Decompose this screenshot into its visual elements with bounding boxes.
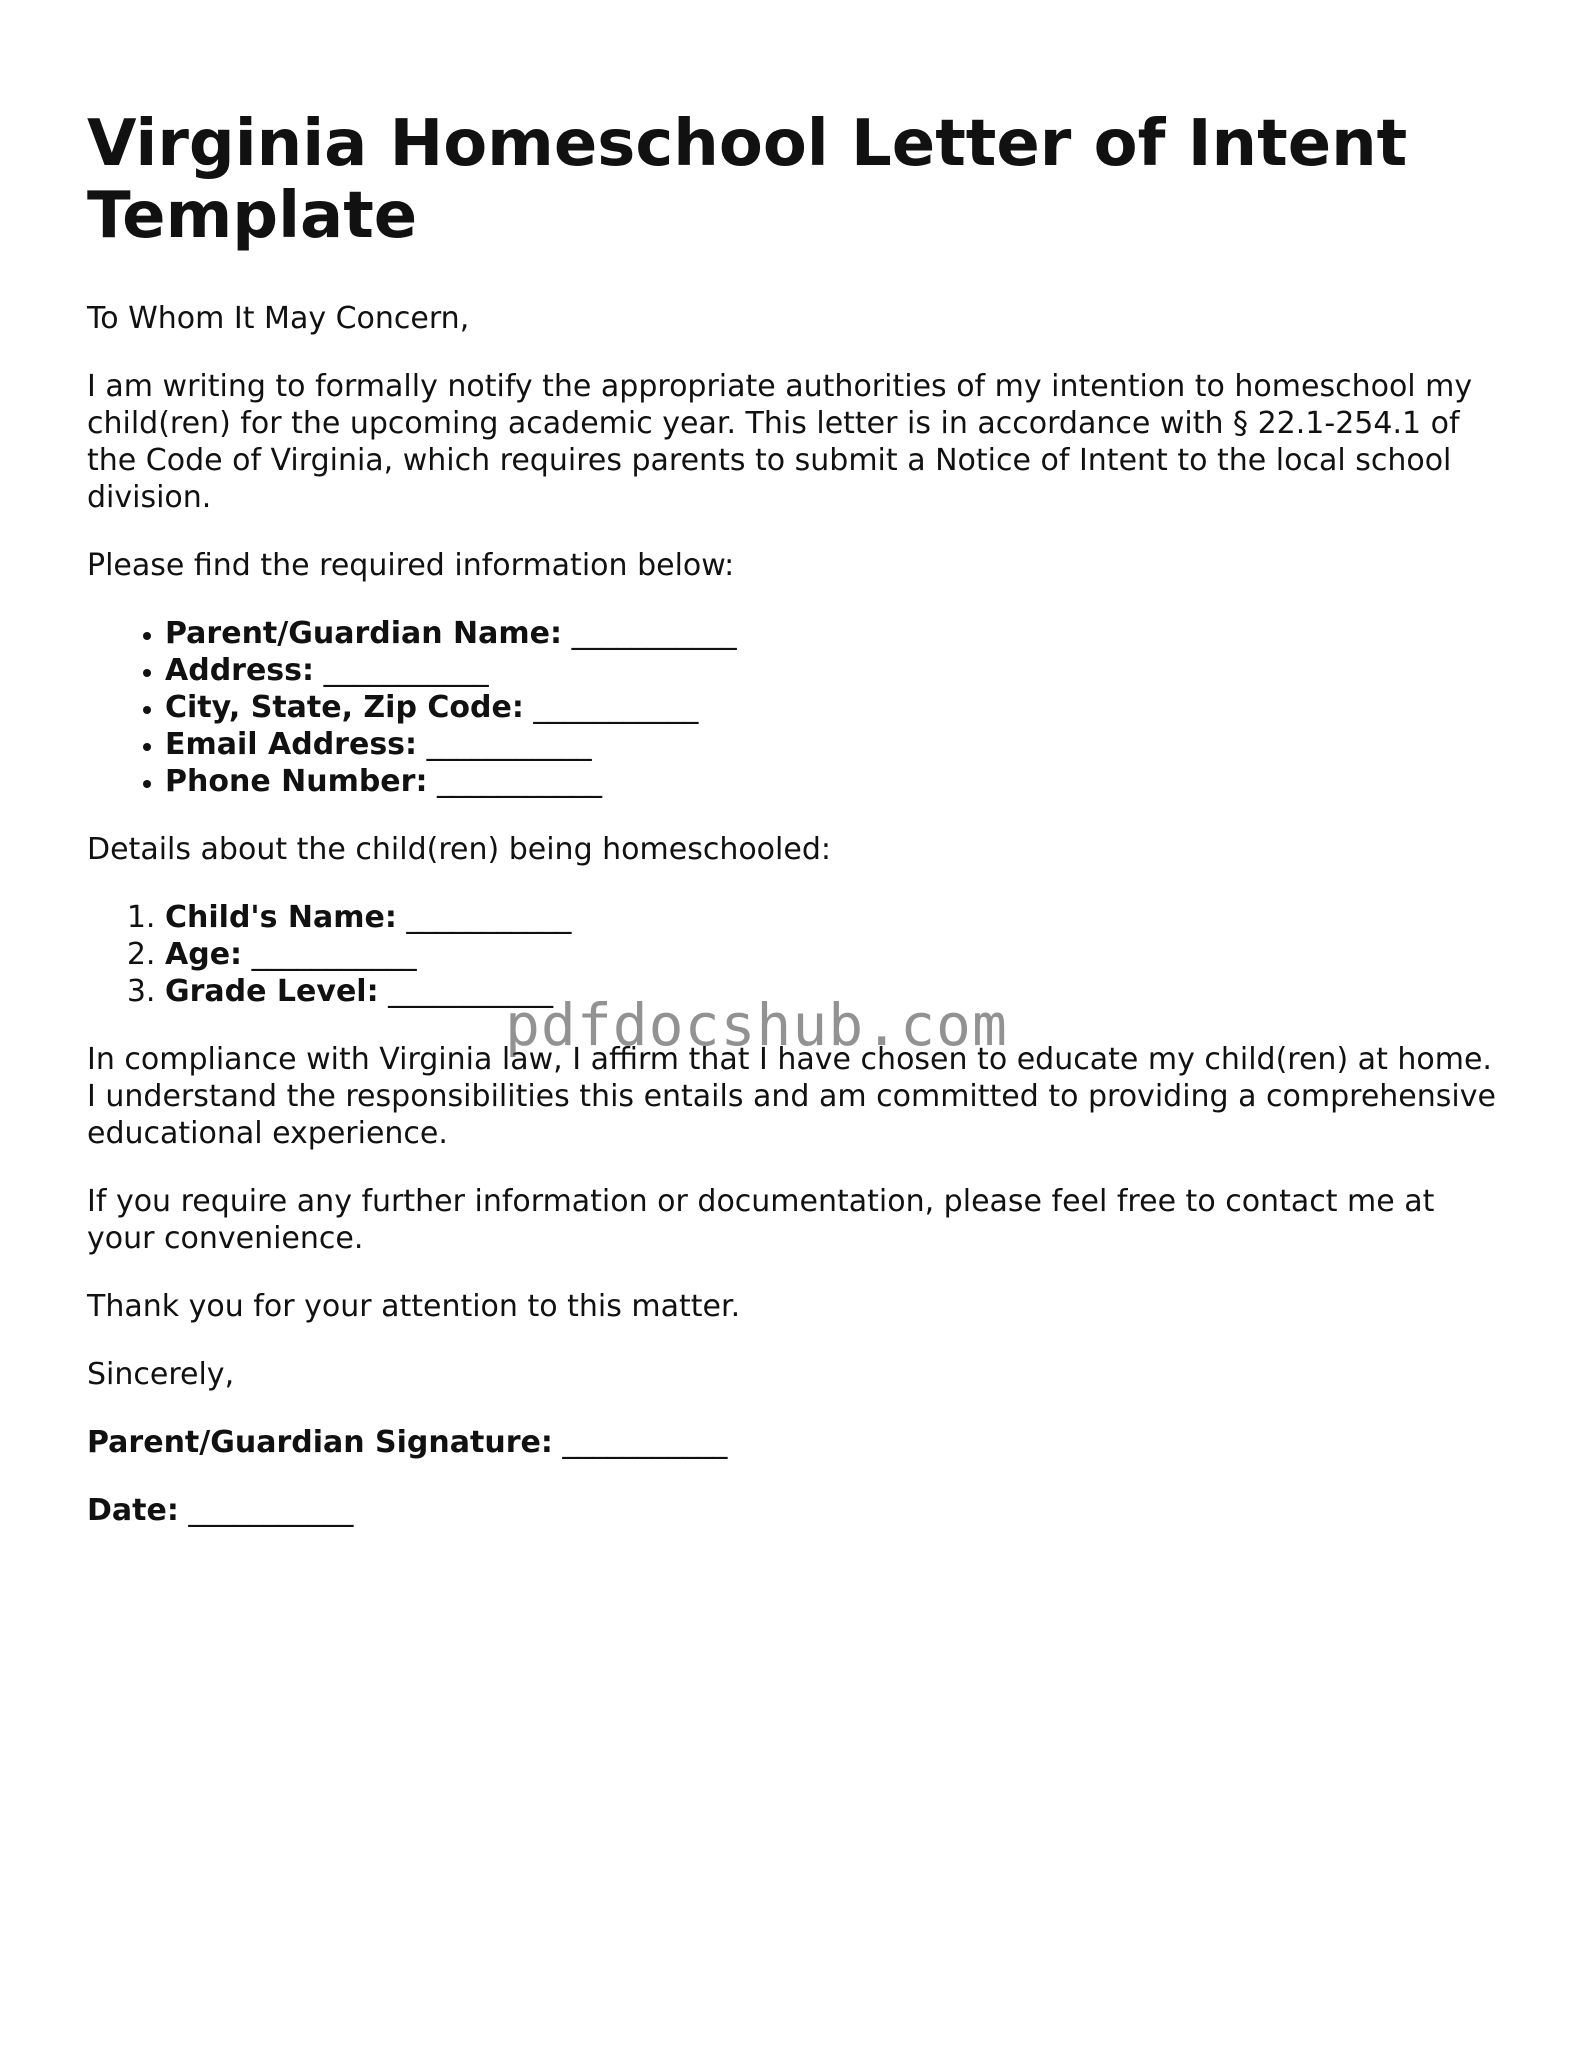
page-title: Virginia Homeschool Letter of Intent Template xyxy=(87,107,1408,253)
salutation: To Whom It May Concern, xyxy=(87,301,470,336)
list-item xyxy=(165,899,1507,936)
intro-paragraph: I am writing to formally notify the appropriate authorities of my intention to homeschool my child(ren) for the upcoming academic year. This letter is in accordance with § 22.1-254.1 of the Code of Virginia, which requires parents to submit a Notice of Intent to the local school division. xyxy=(87,369,1473,515)
signature-label: Parent/Guardian Signature: xyxy=(87,1425,553,1460)
email-blank[interactable]: ___________ xyxy=(426,727,592,762)
list-item xyxy=(165,936,1507,973)
list-item xyxy=(165,652,1507,689)
closing: Sincerely, xyxy=(87,1357,235,1392)
list-item xyxy=(165,689,1507,726)
field-label: Age: xyxy=(165,937,243,972)
phone-blank[interactable]: ___________ xyxy=(437,764,602,799)
letter-page xyxy=(87,108,1507,1529)
thanks-line: Thank you for your attention to this matter. xyxy=(87,1289,741,1324)
date-label: Date: xyxy=(87,1493,179,1528)
compliance-paragraph: In compliance with Virginia law, I affirm that I have chosen to educate my child(ren) at home. I understand the responsibilities this entails and am committed to providing a comprehensive educational experience. xyxy=(87,1042,1496,1151)
list-item xyxy=(165,615,1507,652)
field-label: Address: xyxy=(165,653,315,688)
address-blank[interactable]: ___________ xyxy=(323,653,489,688)
field-label: Email Address: xyxy=(165,727,418,762)
parent-info-list xyxy=(87,615,1507,800)
list-item xyxy=(165,973,1507,1010)
signature-blank[interactable]: ___________ xyxy=(562,1425,728,1460)
child-info-list xyxy=(87,899,1507,1010)
grade-level-blank[interactable]: ___________ xyxy=(388,974,554,1009)
field-label: Child's Name: xyxy=(165,900,397,935)
contact-paragraph: If you require any further information or documentation, please feel free to contact me at your convenience. xyxy=(87,1184,1435,1256)
field-label: City, State, Zip Code: xyxy=(165,690,524,725)
date-line xyxy=(87,1492,1507,1529)
info-lead: Please find the required information below: xyxy=(87,548,735,583)
field-label: Parent/Guardian Name: xyxy=(165,616,563,651)
age-blank[interactable]: ___________ xyxy=(251,937,417,972)
date-blank[interactable]: ___________ xyxy=(188,1493,354,1528)
list-item xyxy=(165,763,1507,800)
watermark: pdfdocshub.com xyxy=(505,991,1008,1059)
parent-name-blank[interactable]: ___________ xyxy=(571,616,737,651)
children-lead: Details about the child(ren) being homeschooled: xyxy=(87,832,831,867)
city-state-zip-blank[interactable]: ___________ xyxy=(533,690,699,725)
list-item xyxy=(165,726,1507,763)
field-label: Grade Level: xyxy=(165,974,379,1009)
field-label: Phone Number: xyxy=(165,764,428,799)
child-name-blank[interactable]: ___________ xyxy=(406,900,572,935)
signature-line xyxy=(87,1424,1507,1461)
